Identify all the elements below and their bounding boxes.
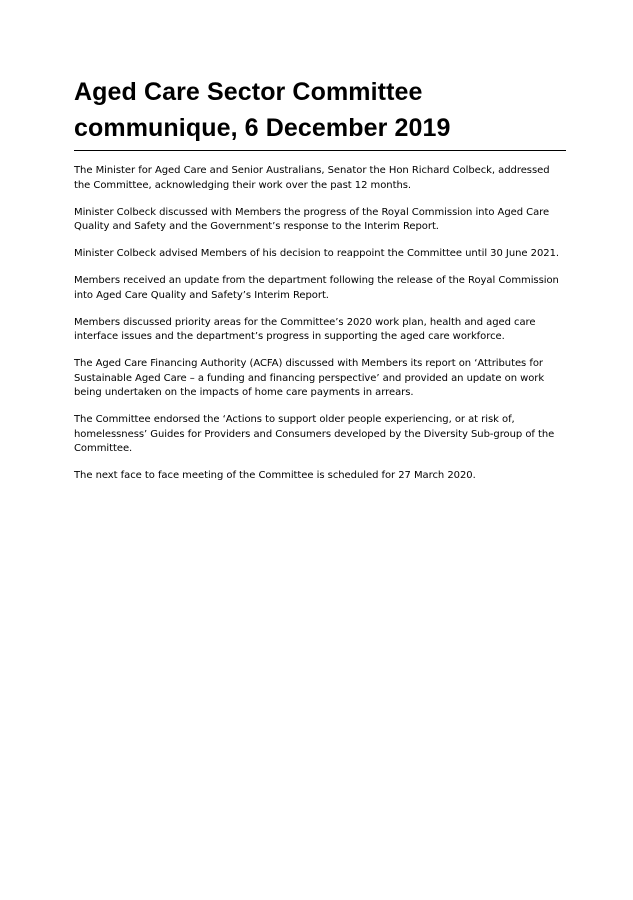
paragraph-work-plan: Members discussed priority areas for the Committee’s 2020 work plan, health and aged care interface issues and the department’s progress in supporting the aged care workforce. (74, 316, 536, 342)
paragraph-minister-address: The Minister for Aged Care and Senior Australians, Senator the Hon Richard Colbeck, addressed the Committee, acknowledging their work over the past 12 months. (74, 165, 550, 191)
paragraph-reappointment: Minister Colbeck advised Members of his decision to reappoint the Committee until 30 June 2021. (74, 248, 560, 259)
document-content (74, 74, 566, 496)
paragraph-royal-commission-progress: Minister Colbeck discussed with Members the progress of the Royal Commission into Aged Care Quality and Safety and the Government’s response to the Interim Report. (74, 206, 550, 232)
page-title (74, 74, 566, 146)
title-divider (74, 150, 566, 151)
paragraph-acfa-report: The Aged Care Financing Authority (ACFA) discussed with Members its report on ‘Attributes for Sustainable Aged Care – a funding and financing perspective’ and provided an update on work being undertaken on the impacts of home care payments in arrears. (74, 358, 545, 398)
title-line-2: communique, 6 December 2019 (74, 114, 451, 142)
paragraph-interim-report-update: Members received an update from the department following the release of the Royal Commission into Aged Care Quality and Safety’s Interim Report. (74, 275, 559, 301)
title-line-1: Aged Care Sector Committee (74, 78, 423, 106)
paragraph-next-meeting: The next face to face meeting of the Committee is scheduled for 27 March 2020. (74, 470, 476, 481)
paragraph-homelessness-guides: The Committee endorsed the ‘Actions to support older people experiencing, or at risk of, homelessness’ Guides for Providers and Consumers developed by the Diversity Sub-group of the Committee. (74, 414, 555, 454)
